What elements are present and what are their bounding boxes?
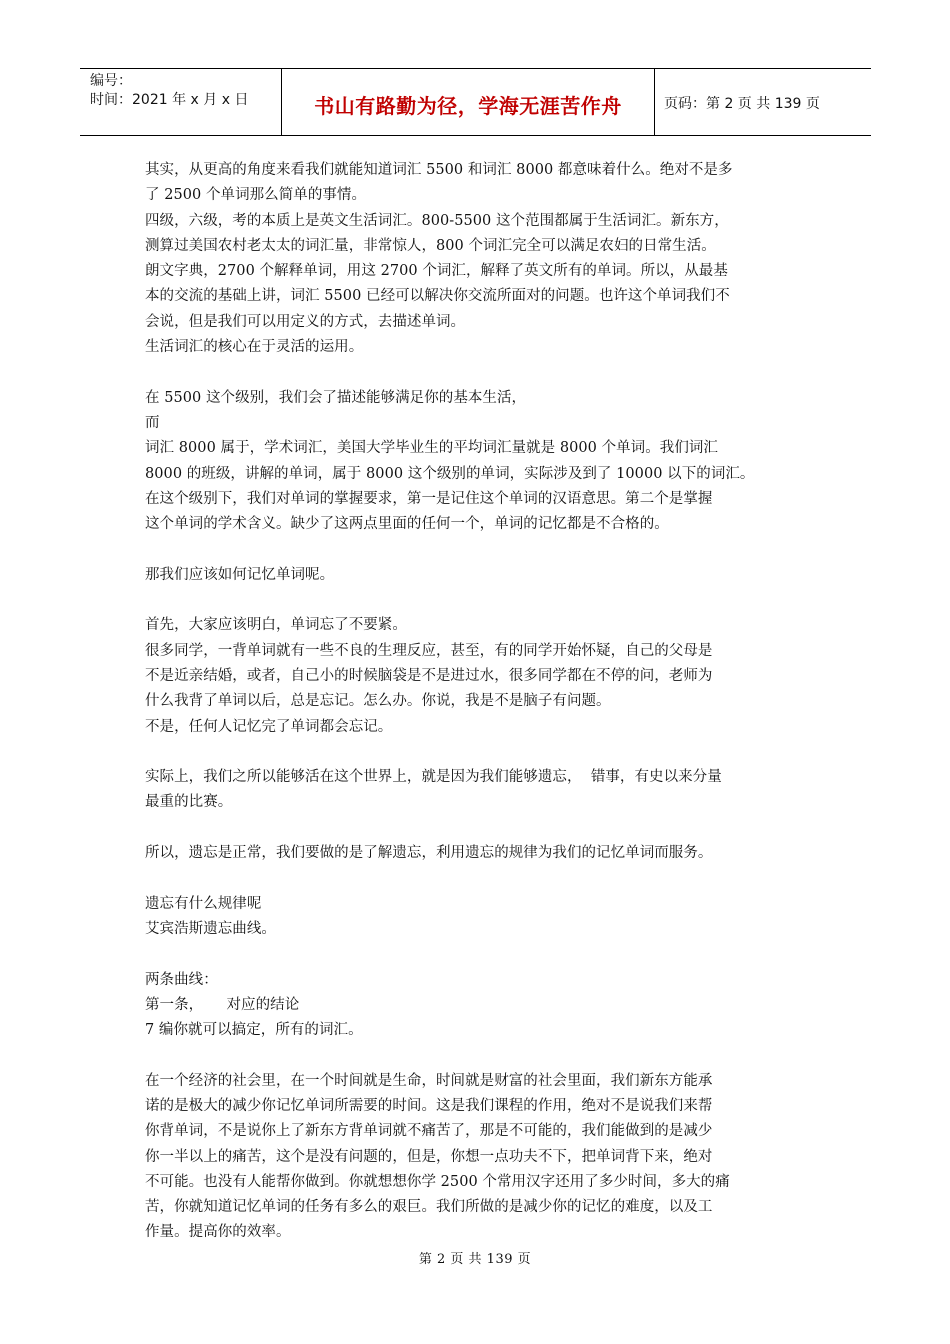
- page-header: [80, 68, 871, 136]
- blank-line: [145, 740, 810, 765]
- text-line: 在这个级别下，我们对单词的掌握要求，第一是记住这个单词的汉语意思。第二个是掌握: [145, 490, 713, 507]
- text-line: 首先，大家应该明白，单词忘了不要紧。: [145, 617, 407, 634]
- text-line: 在一个经济的社会里，在一个时间就是生命，时间就是财富的社会里面，我们新东方能承: [145, 1072, 713, 1089]
- blank-line: [145, 537, 810, 562]
- text-line: 朗文字典，2700 个解释单词，用这 2700 个词汇，解释了英文所有的单词。所以，从最基: [145, 263, 728, 280]
- text-line: 最重的比赛。: [145, 794, 233, 811]
- text-line: 不是近亲结婚，或者，自己小的时候脑袋是不是进过水，很多同学都在不停的问，老师为: [145, 667, 713, 684]
- text-line: 会说，但是我们可以用定义的方式，去描述单词。: [145, 313, 466, 330]
- text-line: 而: [145, 414, 160, 431]
- text-line: 什么我背了单词以后，总是忘记。怎么办。你说，我是不是脑子有问题。: [145, 693, 611, 710]
- text-line: 所以，遗忘是正常，我们要做的是了解遗忘，利用遗忘的规律为我们的记忆单词而服务。: [145, 845, 713, 862]
- text-line: 其实，从更高的角度来看我们就能知道词汇 5500 和词汇 8000 都意味着什么。绝对不是多: [145, 162, 733, 178]
- text-line: 两条曲线：: [145, 971, 218, 988]
- blank-line: [145, 360, 810, 385]
- blank-line: [145, 942, 810, 967]
- text-line: 很多同学，一背单词就有一些不良的生理反应，甚至，有的同学开始怀疑，自己的父母是: [145, 642, 713, 659]
- text-line: 词汇 8000 属于，学术词汇，美国大学毕业生的平均词汇量就是 8000 个单词。我们词汇: [145, 440, 718, 457]
- text-line: 测算过美国农村老太太的词汇量，非常惊人，800 个词汇完全可以满足农妇的日常生活。: [145, 237, 716, 254]
- text-line: 艾宾浩斯遗忘曲线。: [145, 920, 276, 937]
- text-line: 这个单词的学术含义。缺少了这两点里面的任何一个，单词的记忆都是不合格的。: [145, 516, 669, 533]
- blank-line: [145, 866, 810, 891]
- text-line: 苦，你就知道记忆单词的任务有多么的艰巨。我们所做的是减少你的记忆的难度，以及工: [145, 1199, 713, 1216]
- text-line: 实际上，我们之所以能够活在这个世界上，就是因为我们能够遗忘， 错事，有史以来分量: [145, 769, 722, 786]
- text-line: 第一条， 对应的结论: [145, 996, 300, 1013]
- header-motto: 书山有路勤为径，学海无涯苦作舟: [282, 69, 655, 135]
- text-line: 四级，六级，考的本质上是英文生活词汇。800-5500 这个范围都属于生活词汇。新东方，: [145, 212, 729, 229]
- blank-line: [145, 588, 810, 613]
- text-line: 那我们应该如何记忆单词呢。: [145, 566, 335, 583]
- text-line: 你一半以上的痛苦，这个是没有问题的，但是，你想一点功夫不下，把单词背下来，绝对: [145, 1148, 713, 1165]
- document-body: [145, 158, 810, 1246]
- text-line: 了 2500 个单词那么简单的事情。: [145, 187, 367, 204]
- blank-line: [145, 1043, 810, 1068]
- page-footer: 第 2 页 共 139 页: [418, 1252, 532, 1267]
- text-line: 8000 的班级，讲解的单词，属于 8000 这个级别的单词，实际涉及到了 10000 以下的词汇。: [145, 465, 755, 482]
- text-line: 本的交流的基础上讲，词汇 5500 已经可以解决你交流所面对的问题。也许这个单词我们不: [145, 288, 730, 305]
- text-line: 遗忘有什么规律呢: [145, 895, 262, 912]
- text-line: 在 5500 这个级别，我们会了描述能够满足你的基本生活，: [145, 389, 527, 406]
- header-page-info: 页码：第 2 页 共 139 页: [664, 96, 820, 112]
- text-line: 诺的是极大的减少你记忆单词所需要的时间。这是我们课程的作用，绝对不是说我们来帮: [145, 1097, 713, 1114]
- time-label: 时间：2021 年 x 月 x 日: [90, 92, 249, 108]
- serial-label: 编号：: [90, 73, 132, 89]
- text-line: 生活词汇的核心在于灵活的运用。: [145, 339, 364, 356]
- text-line: 不可能。也没有人能帮你做到。你就想想你学 2500 个常用汉字还用了多少时间，多大的痛: [145, 1173, 730, 1190]
- text-line: 你背单词，不是说你上了新东方背单词就不痛苦了，那是不可能的，我们能做到的是减少: [145, 1123, 713, 1140]
- text-line: 作量。提高你的效率。: [145, 1224, 291, 1241]
- header-meta: [80, 69, 282, 135]
- blank-line: [145, 816, 810, 841]
- text-line: 7 编你就可以搞定，所有的词汇。: [145, 1022, 363, 1039]
- text-line: 不是，任何人记忆完了单词都会忘记。: [145, 718, 393, 735]
